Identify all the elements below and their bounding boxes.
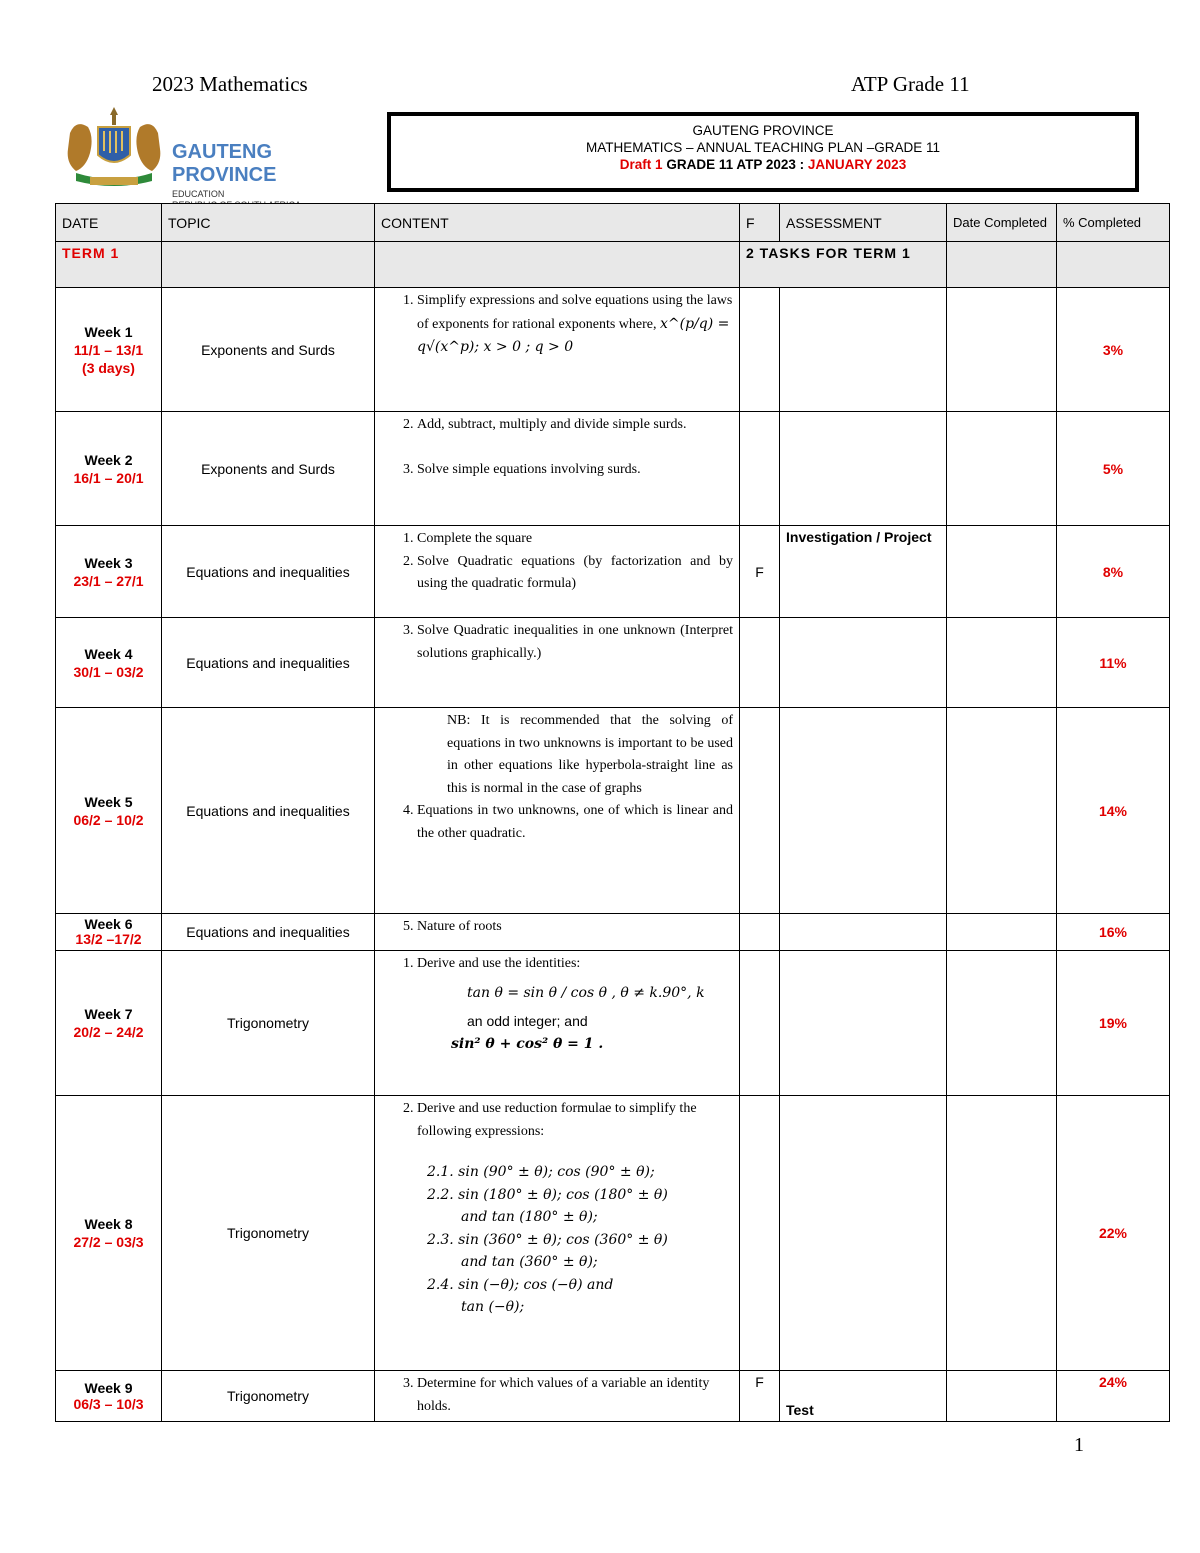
table-row <box>56 708 1170 914</box>
table-row <box>56 1096 1170 1371</box>
title-draft: Draft 1 GRADE 11 ATP 2023 : JANUARY 2023 <box>619 157 907 172</box>
col-assessment: ASSESSMENT <box>780 204 947 242</box>
week-content: 2. Derive and use reduction formulae to simplify the following expressions: 2.1. sin (90° ± θ); cos (90° ± θ); 2.2. sin (180° ± θ); cos (180° ± θ) and tan (180° ± θ); 2.3. sin (360° ± θ); cos (360° ± θ) and tan (360° ± θ); 2.4. sin (−θ); cos (−θ) and tan (−θ); <box>375 1096 740 1371</box>
week-content: 2. Add, subtract, multiply and divide simple surds. 3. Solve simple equations involving surds. <box>375 412 740 526</box>
table-header-row <box>56 204 1170 242</box>
week-topic: Equations and inequalities <box>162 708 375 914</box>
week-date: Week 8 27/2 – 03/3 <box>56 1096 162 1371</box>
percent-completed: 3% <box>1057 288 1170 412</box>
table-row <box>56 914 1170 951</box>
formal-marker: F <box>740 526 780 618</box>
week-topic: Trigonometry <box>162 1096 375 1371</box>
header-right: ATP Grade 11 <box>851 72 970 96</box>
table-row <box>56 1371 1170 1422</box>
formal-marker: F <box>740 1371 780 1422</box>
logo-subtitle: EDUCATION <box>172 189 225 199</box>
assessment-name: Test <box>780 1371 947 1422</box>
percent-completed: 22% <box>1057 1096 1170 1371</box>
term-tasks: 2 TASKS FOR TERM 1 <box>740 242 947 288</box>
week-content: 1. Simplify expressions and solve equations using the laws of exponents for rational exponents where, x^(p/q) = q√(x^p); x > 0 ; q > 0 <box>375 288 740 412</box>
week-date: Week 2 16/1 – 20/1 <box>56 412 162 526</box>
header-left: 2023 Mathematics <box>152 72 308 96</box>
title-province: GAUTENG PROVINCE <box>692 123 834 138</box>
percent-completed: 19% <box>1057 951 1170 1096</box>
col-date: DATE <box>56 204 162 242</box>
week-topic: Exponents and Surds <box>162 412 375 526</box>
page-number: 1 <box>1074 1434 1084 1456</box>
col-date-completed: Date Completed <box>947 204 1057 242</box>
percent-completed: 16% <box>1057 914 1170 951</box>
week-content: 1. Complete the square 2. Solve Quadratic equations (by factorization and by using the quadratic formula) <box>375 526 740 618</box>
table-row <box>56 526 1170 618</box>
week-date: Week 1 11/1 – 13/1 (3 days) <box>56 288 162 412</box>
coat-of-arms-icon <box>60 103 168 191</box>
logo-title: GAUTENG PROVINCE <box>172 141 277 186</box>
table-row <box>56 951 1170 1096</box>
week-topic: Equations and inequalities <box>162 526 375 618</box>
week-topic: Trigonometry <box>162 1371 375 1422</box>
week-content: 1. Derive and use the identities: tan θ = sin θ / cos θ , θ ≠ k.90°, k an odd integer; and sin² θ + cos² θ = 1 . <box>375 951 740 1096</box>
week-date: Week 3 23/1 – 27/1 <box>56 526 162 618</box>
term-label: TERM 1 <box>56 242 162 288</box>
col-content: CONTENT <box>375 204 740 242</box>
term-row <box>56 242 1170 288</box>
table-row <box>56 618 1170 708</box>
week-topic: Exponents and Surds <box>162 288 375 412</box>
col-f: F <box>740 204 780 242</box>
percent-completed: 24% <box>1057 1371 1170 1422</box>
week-topic: Equations and inequalities <box>162 914 375 951</box>
col-pct-completed: % Completed <box>1057 204 1170 242</box>
percent-completed: 11% <box>1057 618 1170 708</box>
percent-completed: 14% <box>1057 708 1170 914</box>
table-row <box>56 412 1170 526</box>
week-content: NB: It is recommended that the solving of equations in two unknowns is important to be used in other equations like hyperbola-straight line as this is normal in the case of graphs 4. Equations in two unknowns, one of which is linear and the other quadratic. <box>375 708 740 914</box>
gauteng-logo <box>60 103 360 199</box>
week-content: 3. Solve Quadratic inequalities in one unknown (Interpret solutions graphically.) <box>375 618 740 708</box>
week-date: Week 6 13/2 –17/2 <box>56 914 162 951</box>
week-date: Week 7 20/2 – 24/2 <box>56 951 162 1096</box>
percent-completed: 8% <box>1057 526 1170 618</box>
percent-completed: 5% <box>1057 412 1170 526</box>
week-date: Week 9 06/3 – 10/3 <box>56 1371 162 1422</box>
title-plan: MATHEMATICS – ANNUAL TEACHING PLAN –GRADE 11 <box>585 140 941 155</box>
week-topic: Equations and inequalities <box>162 618 375 708</box>
week-date: Week 4 30/1 – 03/2 <box>56 618 162 708</box>
week-content: 5. Nature of roots <box>375 914 740 951</box>
week-content: 3. Determine for which values of a variable an identity holds. <box>375 1371 740 1422</box>
title-box <box>387 112 1139 192</box>
week-topic: Trigonometry <box>162 951 375 1096</box>
col-topic: TOPIC <box>162 204 375 242</box>
table-row <box>56 288 1170 412</box>
teaching-plan-table <box>55 203 1170 1422</box>
assessment-name: Investigation / Project <box>780 526 947 618</box>
week-date: Week 5 06/2 – 10/2 <box>56 708 162 914</box>
